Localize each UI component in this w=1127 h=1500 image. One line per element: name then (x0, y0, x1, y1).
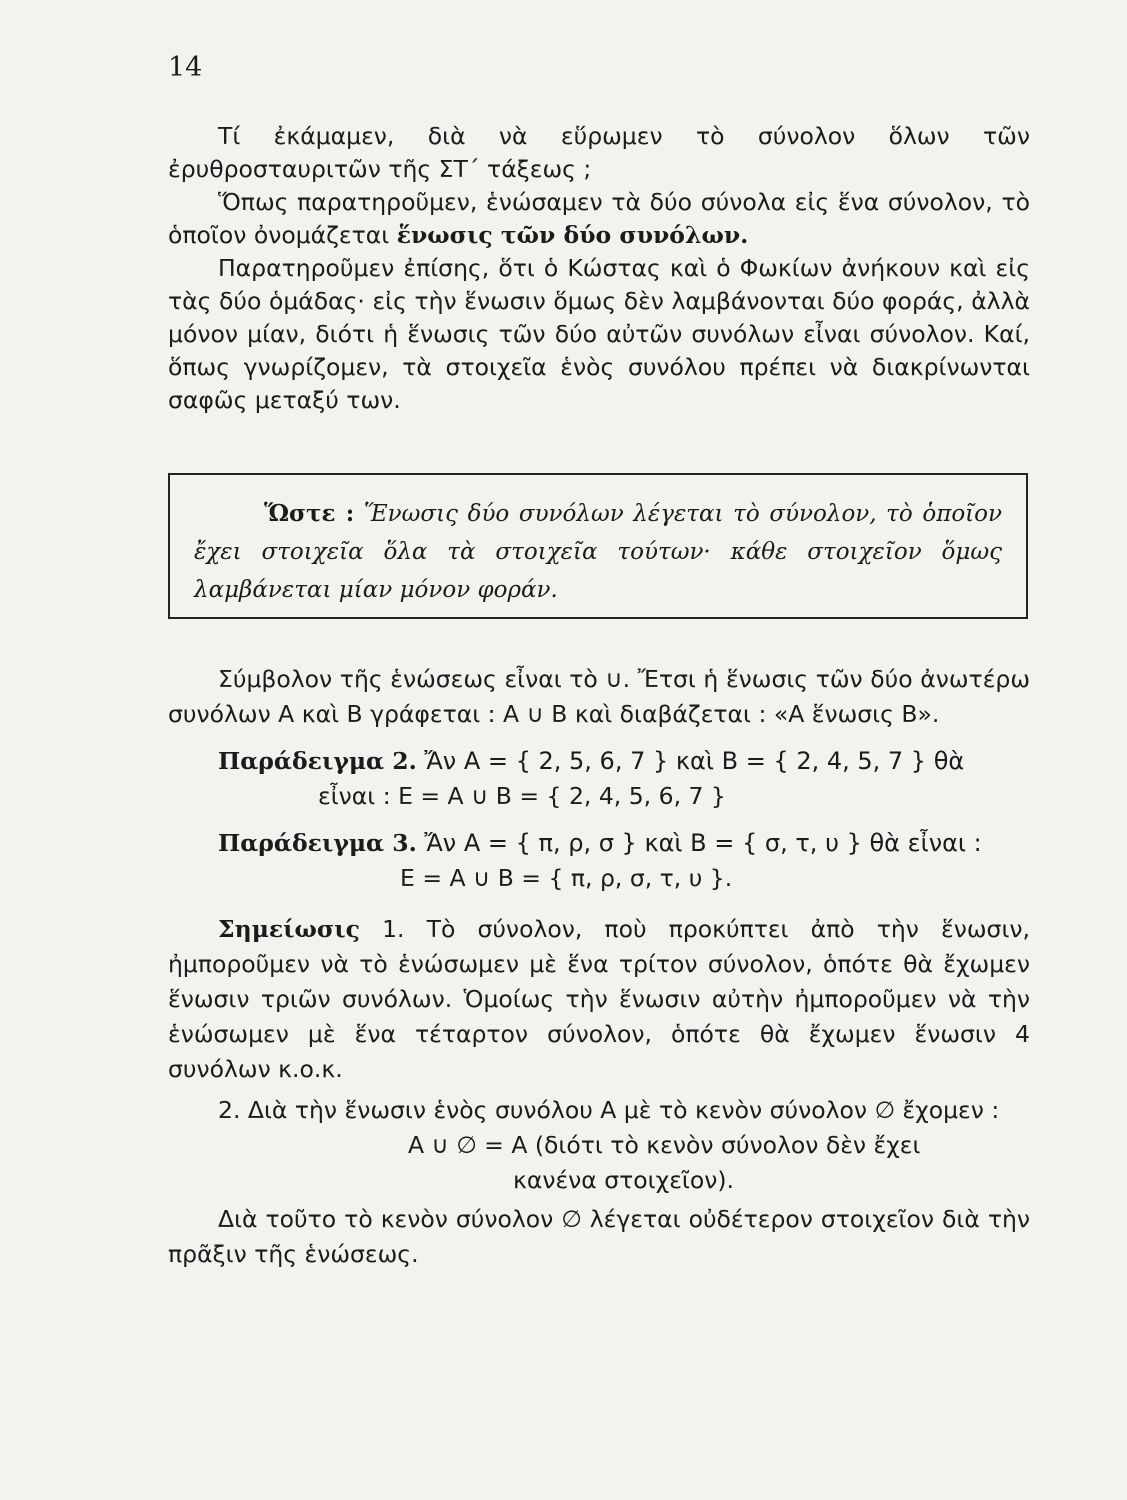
example-3-result: Ε = Α ∪ Β = { π, ρ, σ, τ, υ }. (400, 864, 733, 892)
paragraph-union-intro (168, 186, 1030, 252)
example-2-label: Παράδειγμα 2. (218, 747, 417, 775)
symbol-paragraph: Σύμβολον τῆς ἑνώσεως εἶναι τὸ ∪. Ἔτσι ἡ ἕνωσις τῶν δύο ἀνωτέρω συνόλων Α καὶ Β γράφεται : Α ∪ Β καὶ διαβάζεται : «Α ἕνωσις Β». (168, 665, 1030, 728)
example-3-line (168, 826, 1030, 861)
examples-section (168, 662, 1030, 1272)
note-label: Σημείωσις (218, 915, 360, 943)
paragraph-observation: Παρατηροῦμεν ἐπίσης, ὅτι ὁ Κώστας καὶ ὁ Φωκίων ἀνήκουν καὶ εἰς τὰς δύο ὁμάδας· εἰς τὴν ἕνωσιν ὅμως δὲν λαμβάνονται δύο φοράς, ἀλλὰ μόνον μίαν, διότι ἡ ἕνωσις τῶν δύο αὐτῶν συνόλων εἶναι σύνολον. Καί, ὅπως γνωρίζομεν, τὰ στοιχεῖα ἑνὸς συνόλου πρέπει νὰ διακρίνωνται σαφῶς μεταξύ των. (168, 254, 1030, 414)
definition-lead: Ὥστε : (264, 500, 355, 527)
example-2-line (168, 744, 1030, 779)
closing-paragraph: Διὰ τοῦτο τὸ κενὸν σύνολον ∅ λέγεται οὐδέτερον στοιχεῖον διὰ τὴν πρᾶξιν τῆς ἑνώσεως. (168, 1205, 1030, 1268)
intro-text (168, 120, 1030, 417)
note-2-line1: 2. Διὰ τὴν ἕνωσιν ἑνὸς συνόλου Α μὲ τὸ κενὸν σύνολον ∅ ἔχομεν : (218, 1096, 1000, 1124)
note-1 (168, 912, 1030, 1087)
page-number: 14 (168, 52, 203, 83)
definition-text: Ἕνωσις δύο συνόλων λέγεται τὸ σύνολον, τὸ ὁποῖον ἔχει στοιχεῖα ὅλα τὰ στοιχεῖα τούτων· κάθε στοιχεῖον ὅμως λαμβάνεται μίαν μόνον φοράν. (194, 501, 1003, 603)
example-3-text: Ἄν Α = { π, ρ, σ } καὶ Β = { σ, τ, υ } θὰ εἶναι : (424, 829, 982, 857)
example-3-label: Παράδειγμα 3. (218, 829, 417, 857)
paragraph-question: Τί ἐκάμαμεν, διὰ νὰ εὕρωμεν τὸ σύνολον ὅλων τῶν ἐρυθροσταυριτῶν τῆς ΣΤ΄ τάξεως ; (168, 122, 1030, 183)
note-1-text: 1. Τὸ σύνολον, ποὺ προκύπτει ἀπὸ τὴν ἕνωσιν, ἠμποροῦμεν νὰ τὸ ἑνώσωμεν μὲ ἕνα τρίτον σύνολον, ὁπότε θὰ ἔχωμεν ἕνωσιν τριῶν συνόλων. Ὁμοίως τὴν ἕνωσιν αὐτὴν ἠμποροῦμεν νὰ τὴν ἑνώσωμεν μὲ ἕνα τέταρτον σύνολον, ὁπότε θὰ ἔχωμεν ἕνωσιν 4 συνόλων κ.ο.κ. (168, 915, 1030, 1083)
note-2-line3: κανένα στοιχεῖον). (513, 1166, 735, 1194)
union-intro-text: Ὅπως παρατηροῦμεν, ἑνώσαμεν τὰ δύο σύνολα εἰς ἕνα σύνολον, τὸ ὁποῖον ὀνομάζεται (168, 188, 1030, 249)
note-2-line2: Α ∪ ∅ = Α (διότι τὸ κενὸν σύνολον δὲν ἔχει (408, 1131, 921, 1159)
example-2-text: Ἄν Α = { 2, 5, 6, 7 } καὶ Β = { 2, 4, 5, 7 } θὰ (424, 747, 965, 775)
definition-box (168, 473, 1028, 619)
example-2-result: εἶναι : Ε = Α ∪ Β = { 2, 4, 5, 6, 7 } (318, 782, 726, 810)
union-term: ἕνωσις τῶν δύο συνόλων. (396, 221, 749, 249)
